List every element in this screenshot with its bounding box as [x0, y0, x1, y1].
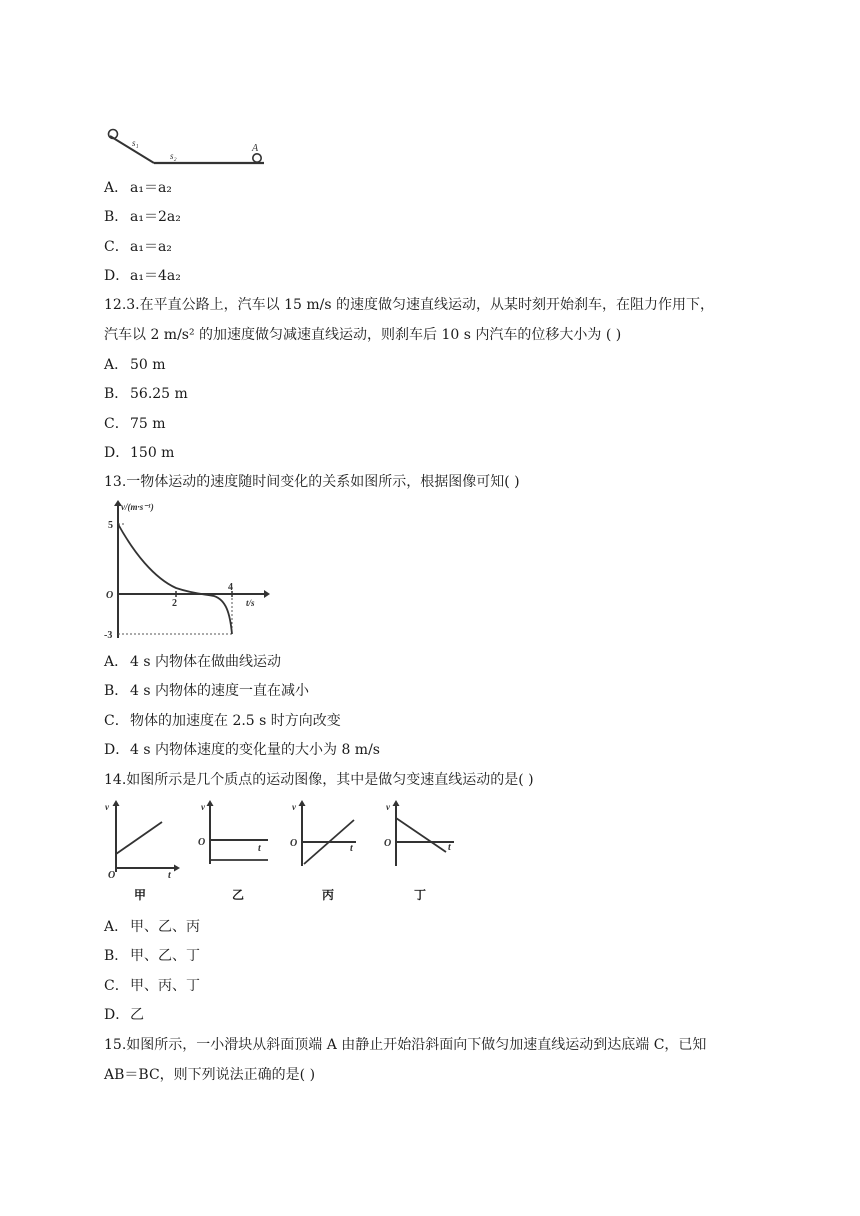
origin-label: O — [290, 838, 298, 849]
q13-option-b — [104, 681, 309, 701]
option-text: a₁＝2a₂ — [130, 209, 181, 225]
x-axis-label: t/s — [246, 598, 255, 608]
option-letter: C． — [104, 416, 129, 432]
q14-graph-yi — [196, 800, 276, 870]
option-text: 50 m — [130, 357, 166, 373]
q14-stem: 14.如图所示是几个质点的运动图像，其中是做匀变速直线运动的是( ) — [104, 772, 534, 788]
option-letter: C． — [104, 978, 129, 994]
option-text: 甲、丙、丁 — [130, 978, 200, 994]
t-label: t — [350, 843, 353, 854]
option-text: 甲、乙、丁 — [130, 948, 200, 964]
q14-option-d — [104, 1005, 144, 1025]
y-arrow-icon — [393, 800, 400, 806]
option-letter: B． — [104, 209, 129, 225]
t-label: t — [448, 842, 451, 853]
x-tick-4: 4 — [228, 582, 233, 593]
origin-label: O — [384, 838, 392, 849]
option-text: 150 m — [130, 445, 175, 461]
option-text: a₁＝a₂ — [130, 239, 172, 255]
q13-option-c — [104, 711, 341, 731]
q13-option-d — [104, 740, 380, 760]
option-text: 56.25 m — [130, 386, 188, 402]
option-letter: A． — [104, 654, 129, 670]
t-label: t — [258, 843, 261, 854]
v-label: v — [105, 802, 109, 812]
option-letter: B． — [104, 683, 129, 699]
velocity-curve — [118, 524, 232, 634]
option-text: 甲、乙、丙 — [130, 919, 200, 935]
q12-option-a — [104, 355, 166, 375]
y-axis-label: v/(m·s⁻¹) — [121, 502, 154, 512]
v-label: v — [292, 802, 296, 812]
t-label: t — [168, 870, 171, 880]
graph-line — [116, 822, 162, 854]
origin-label: O — [108, 870, 116, 880]
option-letter: B． — [104, 948, 129, 964]
option-text: 4 s 内物体速度的变化量的大小为 8 m/s — [130, 742, 380, 758]
option-letter: B． — [104, 386, 129, 402]
option-letter: D． — [104, 268, 130, 284]
origin-label: O — [198, 837, 206, 848]
q13-stem: 13.一物体运动的速度随时间变化的关系如图所示，根据图像可知( ) — [104, 474, 520, 490]
option-text: 物体的加速度在 2.5 s 时方向改变 — [130, 713, 341, 729]
option-text: 75 m — [130, 416, 166, 432]
q11-figure — [104, 124, 274, 170]
option-letter: D． — [104, 445, 130, 461]
q12-option-d — [104, 443, 174, 463]
y-tick-m3: -3 — [104, 630, 113, 641]
q15-stem-line2: AB＝BC，则下列说法正确的是( ) — [104, 1067, 316, 1083]
q15-stem-line1: 15.如图所示，一小滑块从斜面顶端 A 由静止开始沿斜面向下做匀加速直线运动到达底端 C，已知 — [104, 1037, 707, 1053]
option-letter: A． — [104, 180, 129, 196]
y-arrow-icon — [299, 800, 306, 806]
y-arrow-icon — [113, 800, 120, 806]
q13-vt-graph — [104, 498, 274, 646]
caption-bing: 丙 — [322, 888, 335, 902]
q14-option-b — [104, 946, 200, 966]
v-label: v — [386, 802, 390, 812]
q14-graph-ding — [382, 800, 462, 870]
q12-stem-line1: 12.3.在平直公路上，汽车以 15 m/s 的速度做匀速直线运动，从某时刻开始刹车，在阻力作用下， — [104, 297, 714, 313]
q11-option-a — [104, 178, 172, 198]
x-arrow-icon — [264, 590, 270, 598]
option-letter: A． — [104, 357, 129, 373]
label-s2: s₂ — [170, 151, 177, 161]
graph-line — [396, 818, 446, 852]
x-arrow-icon — [174, 865, 180, 872]
x-tick-2: 2 — [172, 598, 177, 609]
caption-ding: 丁 — [414, 888, 427, 902]
v-label: v — [201, 802, 205, 812]
q12-option-b — [104, 384, 188, 404]
caption-yi: 乙 — [232, 888, 245, 902]
caption-jia: 甲 — [134, 888, 147, 902]
q11-option-b — [104, 207, 181, 227]
q14-graph-bing — [288, 800, 368, 870]
q12-stem-line2: 汽车以 2 m/s² 的加速度做匀减速直线运动，则刹车后 10 s 内汽车的位移大小为 ( ) — [104, 327, 622, 343]
q12-option-c — [104, 414, 166, 434]
origin-label: O — [106, 590, 114, 601]
option-letter: C． — [104, 713, 129, 729]
y-tick-5: 5 — [108, 520, 113, 531]
q11-option-c — [104, 237, 172, 257]
y-arrow-icon — [207, 800, 214, 806]
q14-option-a — [104, 917, 200, 937]
option-text: 4 s 内物体的速度一直在减小 — [130, 683, 309, 699]
label-s1: s₁ — [132, 138, 139, 148]
option-text: 4 s 内物体在做曲线运动 — [130, 654, 281, 670]
ball-a — [253, 154, 261, 162]
option-letter: D． — [104, 1007, 130, 1023]
q14-option-c — [104, 976, 200, 996]
q13-option-a — [104, 652, 281, 672]
option-letter: D． — [104, 742, 130, 758]
label-a: A — [252, 143, 259, 154]
q11-option-d — [104, 266, 181, 286]
option-letter: A． — [104, 919, 129, 935]
option-text: a₁＝4a₂ — [130, 268, 181, 284]
option-letter: C． — [104, 239, 129, 255]
option-text: a₁＝a₂ — [130, 180, 172, 196]
option-text: 乙 — [130, 1007, 144, 1023]
q14-graph-jia — [104, 800, 184, 880]
